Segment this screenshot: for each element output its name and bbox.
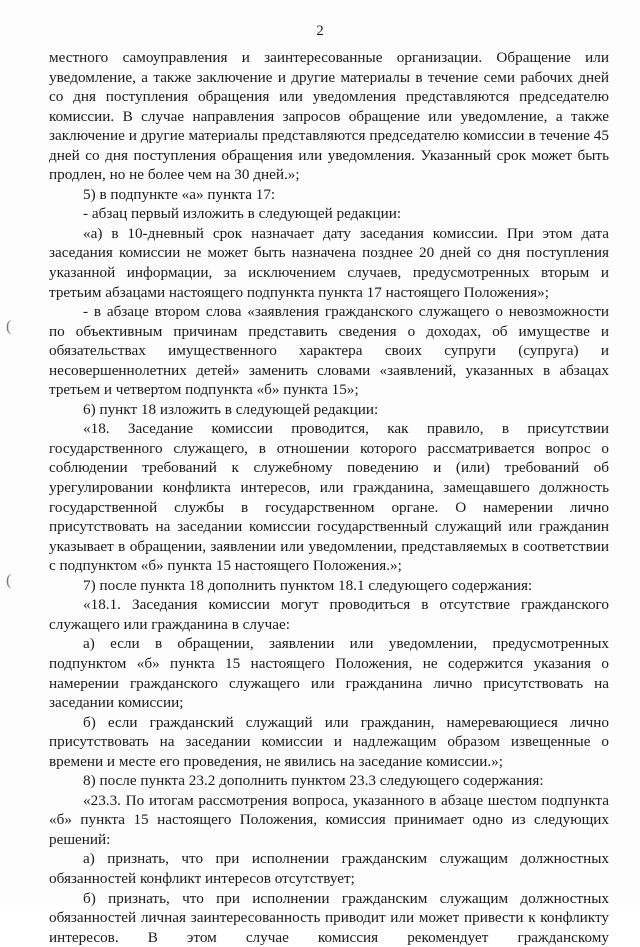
document-body [49, 48, 609, 947]
paragraph-item-7: 7) после пункта 18 дополнить пунктом 18.1 следующего содержания: [83, 576, 533, 594]
paragraph-quote-18: «18. Заседание комиссии проводится, как правило, в присутствии государственного служащего, в отношении которого рассматривается вопрос о соблюдении требований к служебному поведению и (или) требований об урегулировании конфликта интересов, или гражданина, замещавшего должность государственной службы в государственном органе. О намерении лично присутствовать на заседании комиссии государственный служащий или гражданин указывает в обращении, заявлении или уведомлении, представляемых в соответствии с подпунктом «б» пункта 15 настоящего Положения.»; [49, 420, 609, 575]
paragraph-subitem-second: - в абзаце втором слова «заявления гражданского служащего о невозможности по объективным причинам представить сведения о доходах, об имуществе и обязательствах имущественного характера своих супруги (супруга) и несовершеннолетних детей» заменить словами «заявлений, указанных в абзацах третьем и четвертом подпункта «б» пункта 15»; [49, 303, 609, 399]
paragraph-case-b: б) если гражданский служащий или гражданин, намеревающиеся лично присутствовать на заседании комиссии и надлежащим образом извещенные о времени и месте его проведения, не явились на заседание комиссии.»; [49, 713, 609, 770]
paragraph-case-a: а) если в обращении, заявлении или уведомлении, предусмотренных подпунктом «б» пункта 15 настоящего Положения, не содержится указания о намерении гражданского служащего или гражданина лично присутствовать на заседании комиссии; [49, 635, 609, 712]
page-number: 2 [316, 23, 324, 39]
paragraph-item-6: 6) пункт 18 изложить в следующей редакции: [83, 400, 379, 418]
paragraph-decision-a: а) признать, что при исполнении гражданским служащим должностных обязанностей конфликт интересов отсутствует; [49, 850, 609, 887]
paragraph-continuation: местного самоуправления и заинтересованные организации. Обращение или уведомление, а также заключение и другие материалы в течение семи рабочих дней со дня поступления обращения или уведомления представляются председателю комиссии. В случае направления запросов обращение или уведомление, а также заключение и другие материалы представляются председателю комиссии в течение 45 дней со дня поступления обращения или уведомления. Указанный срок может быть продлен, но не более чем на 30 дней.»; [49, 49, 609, 184]
paragraph-item-5: 5) в подпункте «а» пункта 17: [83, 185, 276, 203]
paragraph-subitem: - абзац первый изложить в следующей редакции: [83, 205, 402, 223]
margin-mark: ( [6, 318, 12, 335]
paragraph-quote-18-1: «18.1. Заседания комиссии могут проводиться в отсутствие гражданского служащего или гражданина в случае: [49, 596, 609, 633]
paragraph-decision-b: б) признать, что при исполнении гражданским служащим должностных обязанностей личная заинтересованность приводит или может привести к конфликту интересов. В этом случае комиссия рекомендует гражданскому [49, 889, 609, 946]
paragraph-quote-23-3: «23.3. По итогам рассмотрения вопроса, указанного в абзаце шестом подпункта «б» пункта 15 настоящего Положения, комиссия принимает одно из следующих решений: [49, 791, 609, 848]
paragraph-item-8: 8) после пункта 23.2 дополнить пунктом 23.3 следующего содержания: [83, 772, 544, 790]
margin-mark: ( [6, 572, 12, 589]
paragraph-quote-a: «а) в 10-дневный срок назначает дату заседания комиссии. При этом дата заседания комиссии не может быть назначена позднее 20 дней со дня поступления указанной информации, за исключением случаев, предусмотренных вторым и третьим абзацами настоящего подпункта пункта 17 настоящего Положения»; [49, 224, 609, 301]
